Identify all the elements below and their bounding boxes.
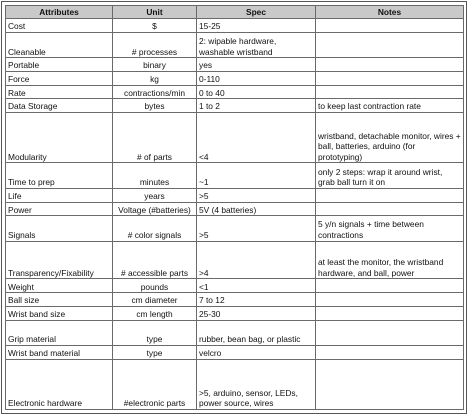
spec-cell: <4 [197,113,316,163]
attribute-cell: Wrist band size [6,306,113,320]
table-row [6,32,464,57]
spec-cell: 15-25 [197,19,316,33]
spec-cell: <1 [197,279,316,293]
table-row [6,216,464,241]
spec-cell: 1 to 2 [197,99,316,113]
notes-cell: at least the monitor, the wristband hardware, and ball, power [316,241,464,279]
header-spec: Spec [197,6,316,19]
notes-cell [316,188,464,202]
spec-cell: 5V (4 batteries) [197,202,316,216]
attribute-cell: Cleanable [6,32,113,57]
spec-cell: >5 [197,188,316,202]
unit-cell: cm length [113,306,197,320]
notes-cell [316,19,464,33]
unit-cell: bytes [113,99,197,113]
notes-cell [316,320,464,345]
attribute-cell: Rate [6,85,113,99]
table-row [6,19,464,33]
spec-cell: yes [197,58,316,72]
table-row [6,202,464,216]
unit-cell: # accessible parts [113,241,197,279]
table-row [6,113,464,163]
table-row [6,241,464,279]
attribute-cell: Modularity [6,113,113,163]
spec-cell: >4 [197,241,316,279]
notes-cell [316,359,464,409]
attribute-cell: Electronic hardware [6,359,113,409]
table-row [6,359,464,409]
notes-cell [316,345,464,359]
notes-cell: to keep last contraction rate [316,99,464,113]
attribute-cell: Power [6,202,113,216]
notes-cell: 5 y/n signals + time between contractions [316,216,464,241]
attribute-cell: Weight [6,279,113,293]
table-row [6,345,464,359]
unit-cell: years [113,188,197,202]
notes-cell [316,293,464,307]
spec-cell: velcro [197,345,316,359]
table-row [6,58,464,72]
attribute-cell: Ball size [6,293,113,307]
attribute-cell: Portable [6,58,113,72]
header-notes: Notes [316,6,464,19]
unit-cell: kg [113,71,197,85]
table-row [6,71,464,85]
attribute-cell: Wrist band material [6,345,113,359]
table-row [6,99,464,113]
unit-cell: $ [113,19,197,33]
attribute-cell: Transparency/Fixability [6,241,113,279]
attribute-cell: Force [6,71,113,85]
table-row [6,320,464,345]
notes-cell [316,306,464,320]
attribute-cell: Cost [6,19,113,33]
unit-cell: # color signals [113,216,197,241]
notes-cell [316,32,464,57]
unit-cell: type [113,320,197,345]
attribute-cell: Data Storage [6,99,113,113]
notes-cell: only 2 steps: wrap it around wrist, grab ball turn it on [316,163,464,188]
unit-cell: # of parts [113,113,197,163]
spec-cell: >5, arduino, sensor, LEDs, power source, wires [197,359,316,409]
spec-cell: rubber, bean bag, or plastic [197,320,316,345]
unit-cell: contractions/min [113,85,197,99]
unit-cell: Voltage (#batteries) [113,202,197,216]
unit-cell: cm diameter [113,293,197,307]
spec-cell: 25-30 [197,306,316,320]
header-attributes: Attributes [6,6,113,19]
unit-cell: # processes [113,32,197,57]
spec-cell: 0-110 [197,71,316,85]
unit-cell: type [113,345,197,359]
attribute-cell: Life [6,188,113,202]
unit-cell: minutes [113,163,197,188]
spec-cell: 0 to 40 [197,85,316,99]
table-row [6,188,464,202]
spec-cell: 2: wipable hardware, washable wristband [197,32,316,57]
header-row [6,6,464,19]
table-row [6,163,464,188]
attribute-cell: Signals [6,216,113,241]
unit-cell: #electronic parts [113,359,197,409]
spec-table-frame [1,1,467,414]
specification-table [5,5,464,410]
attribute-cell: Time to prep [6,163,113,188]
notes-cell [316,279,464,293]
table-row [6,279,464,293]
notes-cell [316,71,464,85]
notes-cell: wristband, detachable monitor, wires + ball, batteries, arduino (for prototyping) [316,113,464,163]
notes-cell [316,85,464,99]
table-row [6,85,464,99]
table-row [6,306,464,320]
table-row [6,293,464,307]
spec-cell: >5 [197,216,316,241]
spec-cell: 7 to 12 [197,293,316,307]
attribute-cell: Grip material [6,320,113,345]
notes-cell [316,58,464,72]
unit-cell: binary [113,58,197,72]
header-unit: Unit [113,6,197,19]
unit-cell: pounds [113,279,197,293]
spec-cell: ~1 [197,163,316,188]
notes-cell [316,202,464,216]
